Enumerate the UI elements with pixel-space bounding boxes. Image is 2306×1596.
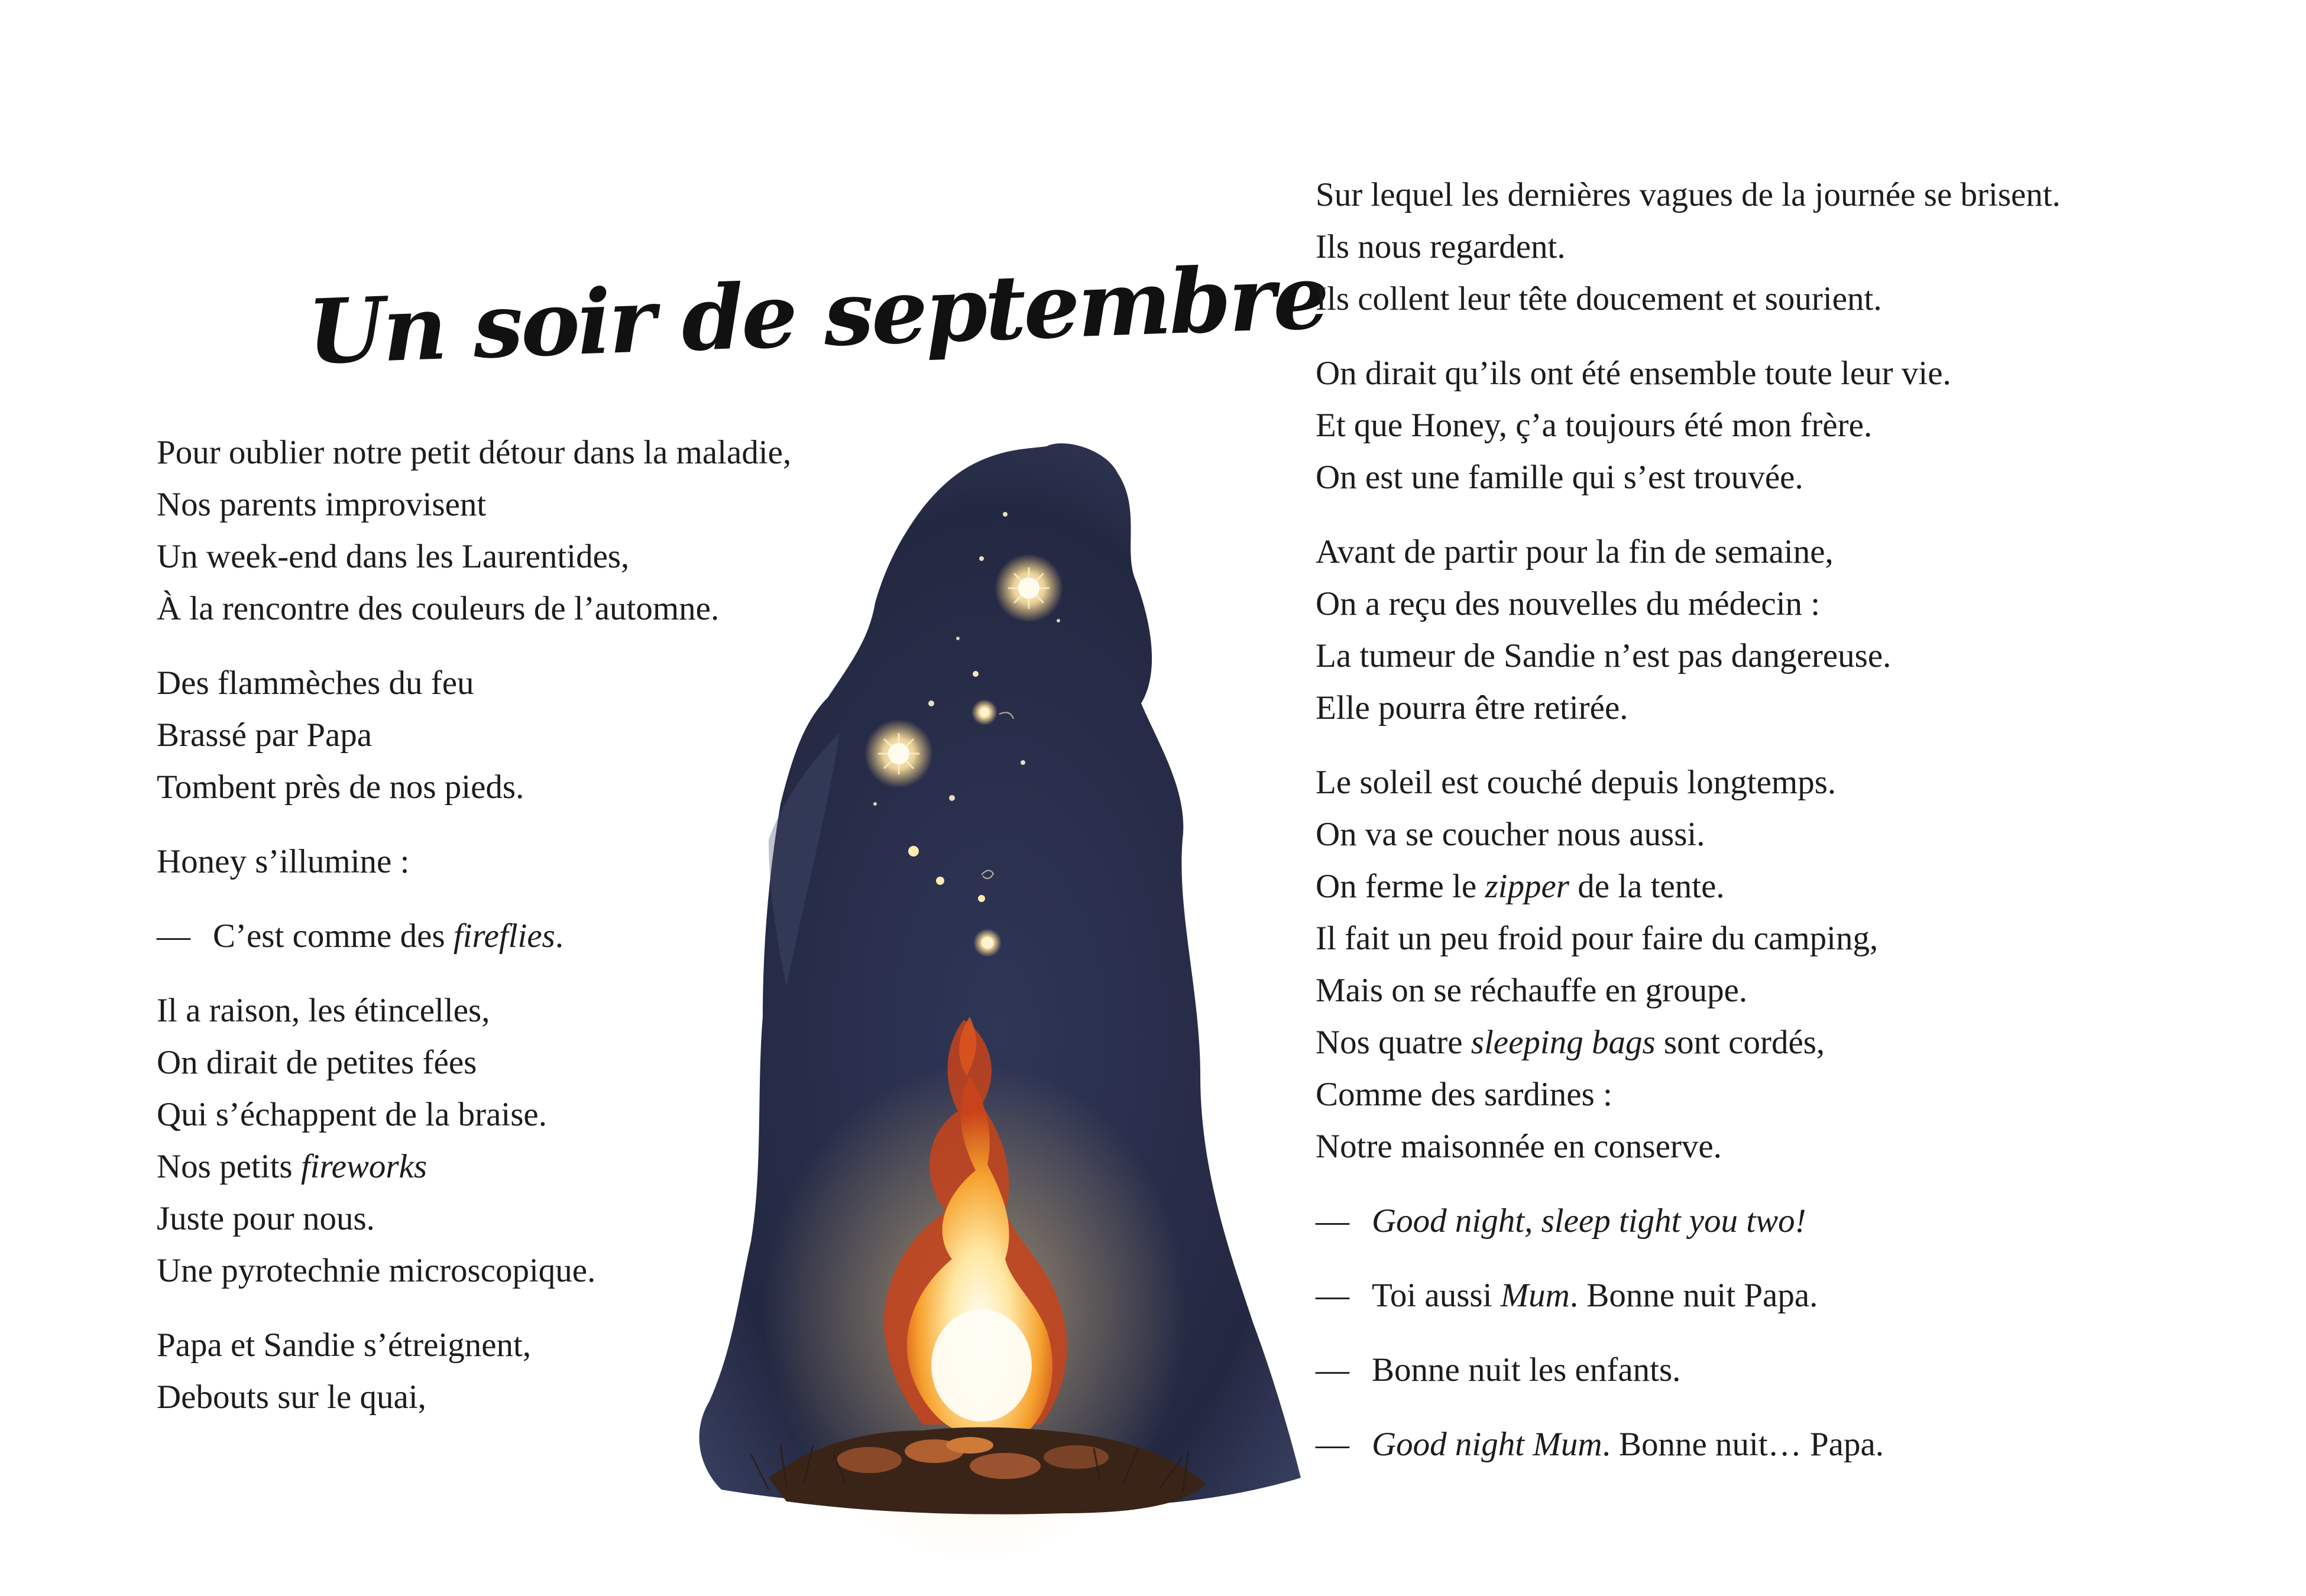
text-segment: Des flammèches du feu [157,664,474,702]
poem-line [157,427,925,479]
dialogue-dash: — [1316,1351,1349,1389]
spark-dot [1003,512,1008,517]
text-segment: On est une famille qui s’est trouvée. [1316,459,1803,496]
spark-dot [949,795,955,801]
text-segment: Tombent près de nos pieds. [157,768,524,806]
text-segment: On ferme le [1316,868,1485,905]
text-segment: Toi aussi [1372,1277,1501,1314]
poem-line [157,985,925,1037]
text-segment: Nos petits [157,1148,301,1185]
text-segment: C’est comme des [213,917,454,955]
text-segment: Il fait un peu froid pour faire du camping, [1316,920,1879,957]
dialogue-line [1316,1270,2238,1322]
poem-line [157,836,925,888]
poem-line [1316,348,2238,400]
text-segment: Debouts sur le quai, [157,1378,426,1416]
dialogue-line [1316,1419,2238,1471]
spark-core [980,708,989,717]
poem-line [1316,169,2238,221]
text-segment: On va se coucher nous aussi. [1316,816,1705,853]
text-segment: Ils nous regardent. [1316,228,1566,265]
text-segment: On dirait qu’ils ont été ensemble toute leur vie. [1316,355,1951,392]
poem-line [157,1371,925,1423]
spark-dot [1021,760,1025,765]
poem-line [1316,861,2238,913]
dialogue-dash: — [1316,1277,1349,1314]
poem-stanza [157,1319,925,1423]
italic-text: Good night, sleep tight you two! [1372,1202,1806,1240]
text-segment: Sur lequel les dernières vagues de la journée se brisent. [1316,176,2061,213]
text-segment: sont cordés, [1655,1024,1825,1061]
dialogue-dash: — [1316,1202,1349,1240]
spark-dot [978,895,985,902]
dialogue-line [1316,1195,2238,1247]
poem-stanza [157,836,925,888]
poem-stanza [1316,169,2238,325]
text-segment: . Bonne nuit Papa. [1569,1277,1818,1314]
poem-line [157,657,925,709]
text-segment: Un week-end dans les Laurentides, [157,538,630,575]
text-segment: Mais on se réchauffe en groupe. [1316,972,1748,1009]
text-segment: Ils collent leur tête doucement et sourient. [1316,280,1882,317]
poem-stanza [1316,526,2238,734]
poem-line [1316,757,2238,809]
poem-line [157,1193,925,1245]
poem-line [1316,809,2238,861]
poem-line [1316,452,2238,504]
poem-line [1316,1419,2238,1471]
text-segment: de la tente. [1569,868,1725,905]
poem-line [157,1141,925,1193]
spark-dot [936,877,944,885]
spark-dot [1057,619,1060,622]
poem-line [1316,1195,2238,1247]
text-column-left [157,427,925,1446]
text-segment: . Bonne nuit… Papa. [1602,1426,1884,1463]
italic-text: fireworks [300,1148,427,1185]
poem-line [1316,913,2238,965]
spark-core [1018,578,1039,599]
poem-line [1316,1344,2238,1396]
text-segment: Pour oublier notre petit détour dans la maladie, [157,434,792,471]
spark-core [982,937,993,949]
poem-line [1316,273,2238,325]
poem-stanza [157,657,925,813]
text-segment: Une pyrotechnie microscopique. [157,1252,596,1289]
text-segment: Honey s’illumine : [157,843,410,880]
italic-text: Mum [1500,1277,1570,1314]
dialogue-dash: — [1316,1426,1349,1463]
poem-line [157,1245,925,1297]
text-segment: . [555,917,564,955]
poem-line [157,1089,925,1141]
text-segment: Nos parents improvisent [157,486,487,523]
poem-line [157,709,925,761]
italic-text: Good night Mum [1372,1426,1602,1463]
text-segment: Elle pourra être retirée. [1316,689,1628,726]
text-segment: Comme des sardines : [1316,1076,1612,1113]
poem-line [1316,578,2238,630]
poem-line [1316,965,2238,1017]
poem-line [1316,630,2238,682]
text-segment: Papa et Sandie s’étreignent, [157,1326,532,1364]
poem-line [1316,1017,2238,1069]
poem-line [157,1037,925,1089]
flame-core [931,1309,1032,1422]
dialogue-line [1316,1344,2238,1396]
spark-dot [956,637,960,640]
text-segment: Avant de partir pour la fin de semaine, [1316,533,1834,570]
text-segment: La tumeur de Sandie n’est pas dangereuse. [1316,637,1892,674]
text-segment: Juste pour nous. [157,1200,375,1237]
poem-stanza [1316,757,2238,1173]
text-segment: Et que Honey, ç’a toujours été mon frère. [1316,407,1873,444]
spark-dot [979,556,984,561]
text-segment: Brassé par Papa [157,716,373,754]
text-column-right [1316,169,2238,1493]
poem-line [157,1319,925,1371]
poem-stanza [1316,348,2238,504]
poem-line [157,910,925,962]
poem-line [1316,1121,2238,1173]
text-segment: Bonne nuit les enfants. [1372,1351,1681,1389]
poem-line [1316,221,2238,273]
poem-line [157,583,925,635]
poem-line [1316,682,2238,734]
italic-text: zipper [1485,868,1569,905]
poem-line [157,479,925,531]
text-segment: À la rencontre des couleurs de l’automne. [157,590,720,627]
spark-dot [928,700,934,706]
dialogue-line [157,910,925,962]
italic-text: sleeping bags [1471,1024,1656,1061]
text-segment: Qui s’échappent de la braise. [157,1096,547,1133]
dialogue-dash: — [157,917,190,955]
page-title: Un soir de septembre [306,245,1329,385]
poem-stanza [157,427,925,635]
text-segment: Il a raison, les étincelles, [157,992,490,1029]
italic-text: fireflies [453,917,555,955]
text-segment: On a reçu des nouvelles du médecin : [1316,585,1821,622]
text-segment: On dirait de petites fées [157,1044,477,1081]
poem-line [1316,1270,2238,1322]
poem-stanza [157,985,925,1297]
poem-line [1316,526,2238,578]
text-segment: Nos quatre [1316,1024,1471,1061]
text-segment: Le soleil est couché depuis longtemps. [1316,764,1837,801]
poem-line [1316,400,2238,452]
poem-line [157,761,925,813]
text-segment: Notre maisonnée en conserve. [1316,1128,1722,1165]
spark-dot [973,671,979,677]
poem-line [1316,1069,2238,1121]
poem-line [157,531,925,583]
